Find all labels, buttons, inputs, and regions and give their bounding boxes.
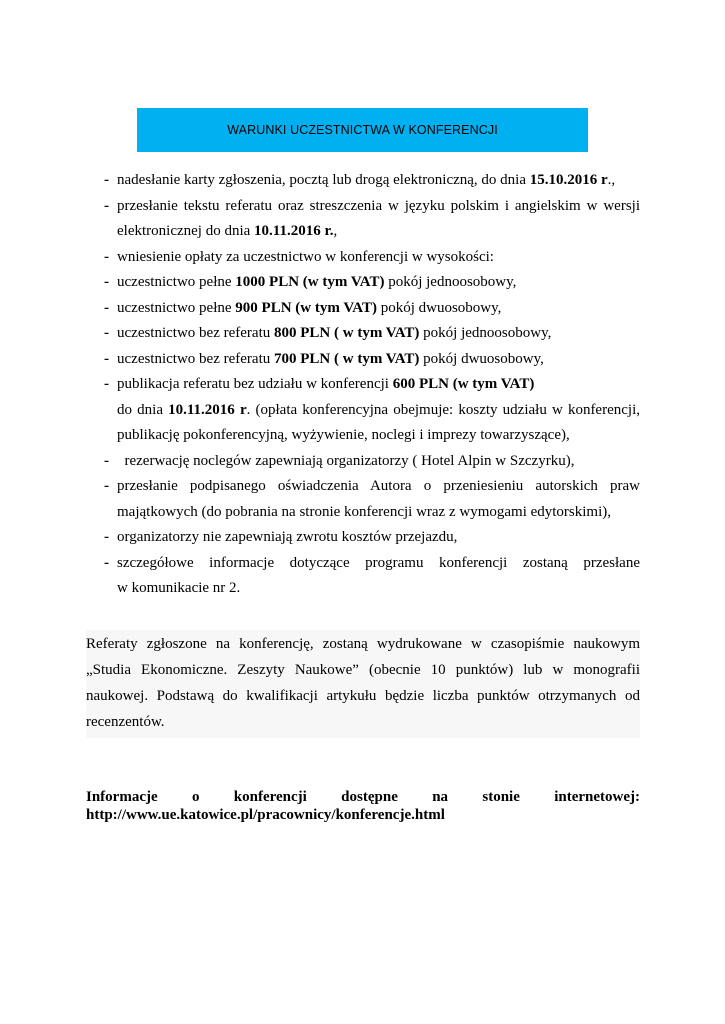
item-text: pokój jednoosobowy, bbox=[384, 274, 517, 290]
list-item bbox=[100, 194, 640, 245]
list-dash: - bbox=[104, 325, 109, 341]
list-item bbox=[100, 347, 640, 373]
item-amount: 1000 PLN (w tym VAT) bbox=[235, 274, 385, 290]
item-amount: 900 PLN (w tym VAT) bbox=[235, 299, 377, 316]
item-amount: 700 PLN ( w tym VAT) bbox=[274, 350, 420, 367]
list-item bbox=[100, 372, 640, 449]
item-text: uczestnictwo bez referatu bbox=[117, 350, 274, 367]
item-text: przesłanie podpisanego oświadczenia Autora o przeniesieniu autorskich praw majątkowych (do pobrania na stronie konferencji wraz z wymogami edytorskimi), bbox=[117, 478, 640, 520]
item-text: nadesłanie karty zgłoszenia, pocztą lub drogą elektroniczną, do dnia bbox=[117, 172, 530, 188]
item-text: w komunikacie nr 2. bbox=[117, 580, 241, 596]
item-text: ., bbox=[607, 172, 616, 188]
list-dash: - bbox=[104, 172, 109, 188]
item-text: wniesienie opłaty za uczestnictwo w konferencji w wysokości: bbox=[117, 248, 494, 265]
list-item bbox=[100, 449, 640, 475]
item-text: do dnia bbox=[117, 401, 169, 418]
info-text: Informacje o konferencji dostępne na stonie internetowej: bbox=[86, 789, 640, 805]
list-item bbox=[100, 551, 640, 602]
conference-url: http://www.ue.katowice.pl/pracownicy/konferencje.html bbox=[86, 807, 445, 823]
header-banner bbox=[137, 108, 588, 152]
list-item bbox=[100, 270, 640, 296]
list-item bbox=[100, 474, 640, 525]
item-text: pokój dwuosobowy, bbox=[376, 299, 502, 316]
item-text: . (opłata konferencyjna obejmuje: koszty udziału w konferencji, publikację pokonferencyjną, wyżywienie, noclegi i imprezy towarzyszące), bbox=[117, 401, 640, 443]
list-dash: - bbox=[104, 248, 109, 265]
list-dash: - bbox=[104, 197, 109, 214]
item-date: 15.10.2016 r bbox=[529, 172, 608, 188]
item-date: 10.11.2016 r bbox=[168, 401, 247, 418]
item-date: 10.11.2016 r. bbox=[254, 223, 334, 239]
page-title: WARUNKI UCZESTNICTWA W KONFERENCJI bbox=[227, 123, 498, 137]
list-dash: - bbox=[104, 376, 109, 392]
list-item bbox=[100, 245, 640, 271]
list-dash: - bbox=[104, 478, 109, 494]
item-text: przesłanie tekstu referatu oraz streszczenia w języku polskim i angielskim w wersji elektronicznej do dnia bbox=[117, 197, 640, 239]
item-text: uczestnictwo bez referatu bbox=[117, 325, 274, 341]
item-text: organizatorzy nie zapewniają zwrotu kosztów przejazdu, bbox=[117, 529, 458, 545]
item-text: rezerwację noclegów zapewniają organizatorzy ( Hotel Alpin w Szczyrku), bbox=[117, 452, 575, 469]
list-item bbox=[100, 321, 640, 347]
list-item bbox=[100, 168, 640, 194]
item-amount: 800 PLN ( w tym VAT) bbox=[274, 325, 420, 341]
item-text: , bbox=[333, 223, 338, 239]
item-text: uczestnictwo pełne bbox=[117, 299, 236, 316]
list-dash: - bbox=[104, 554, 109, 571]
list-dash: - bbox=[104, 529, 109, 545]
item-amount: 600 PLN (w tym VAT) bbox=[392, 376, 535, 392]
publication-paragraph: Referaty zgłoszone na konferencję, zostaną wydrukowane w czasopiśmie naukowym „Studia Ekonomiczne. Zeszyty Naukowe” (obecnie 10 punktów) lub w monografii naukowej. Podstawą do kwalifikacji artykułu będzie liczba punktów otrzymanych od recenzentów. bbox=[86, 630, 640, 738]
info-block bbox=[86, 788, 640, 824]
item-text: uczestnictwo pełne bbox=[117, 274, 236, 290]
item-text: pokój dwuosobowy, bbox=[419, 350, 544, 367]
list-item bbox=[100, 525, 640, 551]
item-text: szczegółowe informacje dotyczące programu konferencji zostaną przesłane bbox=[117, 554, 640, 571]
item-text: pokój jednoosobowy, bbox=[419, 325, 552, 341]
list-dash: - bbox=[104, 274, 109, 290]
list-dash: - bbox=[104, 350, 109, 367]
list-dash: - bbox=[104, 452, 109, 469]
item-text: publikacja referatu bez udziału w konferencji bbox=[117, 376, 393, 392]
conditions-list bbox=[100, 168, 640, 602]
list-dash: - bbox=[104, 299, 109, 316]
list-item bbox=[100, 296, 640, 322]
